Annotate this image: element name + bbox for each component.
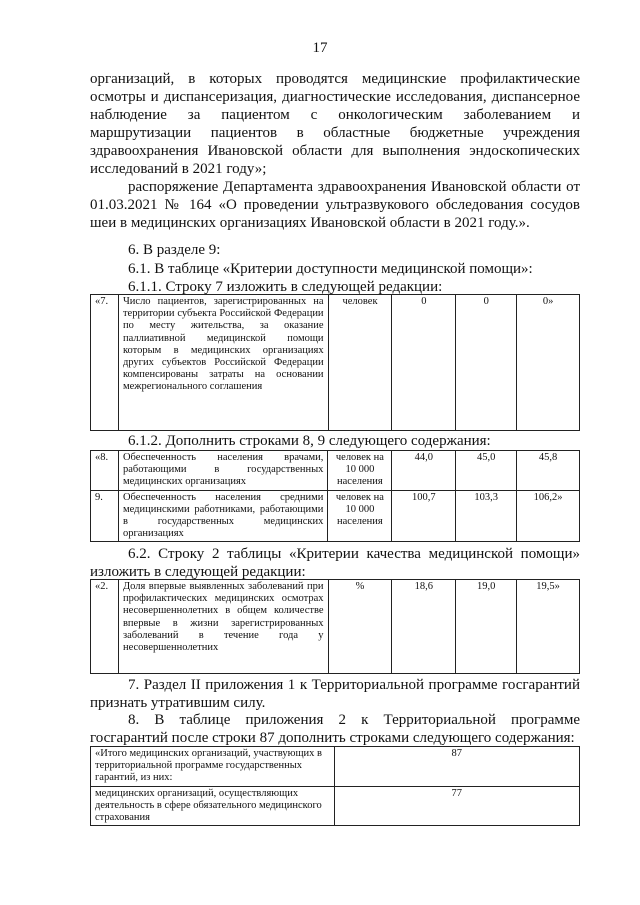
section-8-paragraph: 8. В таблице приложения 2 к Территориальной программе госгарантий после строки 87 дополнить строками следующего содержания: [90, 712, 580, 746]
row-unit: человек на 10 000 населения [328, 451, 392, 491]
table-row [91, 451, 580, 491]
row-text: Обеспеченность населения врачами, работающими в государственных медицинских организациях [118, 451, 327, 491]
row-unit: % [328, 580, 392, 674]
row-text: Число пациентов, зарегистрированных на территории субъекта Российской Федерации по месту жительства, за оказание паллиативной медицинской помощи которым в медицинских организациях других субъектов Российской Федерации компенсированы затраты на основании межрегионального соглашения [118, 295, 328, 431]
row-number: «2. [91, 580, 119, 674]
row-value: 77 [334, 786, 579, 826]
row-value-3: 45,8 [517, 451, 580, 491]
table-row-7 [90, 294, 580, 431]
table-row-2 [90, 579, 580, 674]
row-text: Обеспеченность населения средними медицинскими работниками, работающими в государственных медицинских организациях [118, 490, 327, 542]
table-rows-8-9 [90, 450, 580, 542]
row-value: 87 [334, 747, 579, 787]
intro-paragraph: организаций, в которых проводятся медицинские профилактические осмотры и диспансеризация, диагностические исследования, диспансерное наблюдение за пациентом с онкологическим заболеванием и маршрутизации пациентов в областные бюджетные учреждения здравоохранения Ивановской области для выполнения эндоскопических исследований в 2021 году»; [90, 71, 580, 177]
row-value-2: 45,0 [456, 451, 517, 491]
row-value-1: 18,6 [392, 580, 456, 674]
section-6-1-heading: 6.1. В таблице «Критерии доступности медицинской помощи»: [128, 261, 533, 277]
table-row [91, 490, 580, 542]
section-6-1-2-heading: 6.1.2. Дополнить строками 8, 9 следующего содержания: [128, 433, 491, 449]
row-value-1: 0 [392, 295, 456, 431]
order-paragraph: распоряжение Департамента здравоохранения Ивановской области от 01.03.2021 № 164 «О проведении ультразвукового обследования сосудов шеи в медицинских организациях Ивановской области в 2021 году.». [90, 179, 580, 231]
row-number: 9. [91, 490, 119, 542]
table-row [91, 747, 580, 787]
row-text: Доля впервые выявленных заболеваний при профилактических медицинских осмотрах несовершеннолетних в общем количестве впервые в жизни зарегистрированных заболеваний в течение года у несовершеннолетних [118, 580, 328, 674]
appendix-2-table [90, 746, 580, 826]
page-number: 17 [312, 40, 328, 56]
row-value-2: 103,3 [456, 490, 517, 542]
row-value-1: 44,0 [392, 451, 456, 491]
row-text: медицинских организаций, осуществляющих деятельность в сфере обязательного медицинского страхования [91, 786, 335, 826]
section-6-2-paragraph: 6.2. Строку 2 таблицы «Критерии качества медицинской помощи» изложить в следующей редакции: [90, 546, 580, 580]
table-row [91, 786, 580, 826]
row-number: «7. [91, 295, 119, 431]
row-value-3: 106,2» [517, 490, 580, 542]
row-unit: человек [328, 295, 392, 431]
row-value-3: 19,5» [517, 580, 580, 674]
section-6-1-1-heading: 6.1.1. Строку 7 изложить в следующей редакции: [128, 279, 443, 295]
section-7-paragraph: 7. Раздел II приложения 1 к Территориальной программе госгарантий признать утратившим силу. [90, 677, 580, 711]
row-number: «8. [91, 451, 119, 491]
row-unit: человек на 10 000 населения [328, 490, 392, 542]
row-value-3: 0» [517, 295, 580, 431]
section-6-heading: 6. В разделе 9: [128, 242, 221, 258]
row-text: «Итого медицинских организаций, участвующих в территориальной программе государственных гарантий, из них: [91, 747, 335, 787]
row-value-2: 19,0 [456, 580, 517, 674]
row-value-1: 100,7 [392, 490, 456, 542]
row-value-2: 0 [456, 295, 517, 431]
